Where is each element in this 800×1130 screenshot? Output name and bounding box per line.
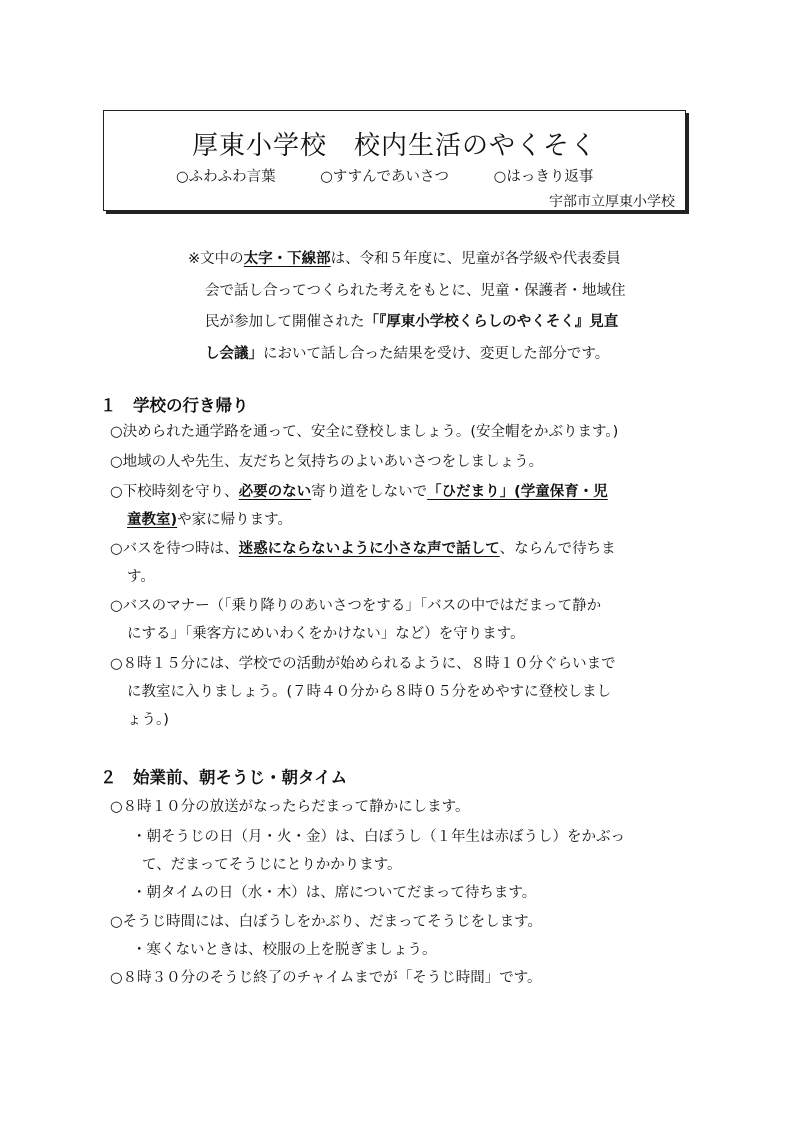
list-item	[110, 480, 608, 501]
list-item-continued	[127, 508, 292, 529]
list-item: ○８時１５分には、学校での活動が始められるように、８時１０分ぐらいまで	[110, 656, 616, 672]
page-title: 厚東小学校 校内生活のやくそく	[191, 131, 597, 161]
motto-item: ○すすんであいさつ	[320, 169, 450, 185]
motto-list	[176, 165, 633, 186]
list-item-continued: にする」「乗客方にめいわくをかけない」など）を守ります。	[127, 626, 525, 642]
list-item: ○地域の人や先生、友だちと気持ちのよいあいさつをしましょう。	[110, 454, 544, 470]
sub-item: ・朝そうじの日（月・火・金）は、白ぼうし（１年生は赤ぼうし）をかぶっ	[132, 829, 625, 845]
note-line	[188, 339, 708, 371]
motto-item: ○ふわふわ言葉	[176, 169, 276, 185]
note-text: において話し合った結果を受け、変更した部分です。	[263, 345, 610, 362]
list-item	[110, 537, 616, 558]
note-text: は、令和５年度に、児童が各学級や代表委員	[330, 251, 621, 267]
item-text: 、ならんで待ちま	[499, 541, 616, 557]
item-emphasis: 迷惑にならないように小さな声で話して	[238, 541, 500, 557]
note-emphasis: 「『厚東小学校くらしのやくそく』見直	[364, 314, 619, 330]
item-text: や家に帰ります。	[177, 512, 292, 528]
item-text: 寄り道をしないで	[311, 484, 428, 500]
list-item: ○そうじ時間には、白ぼうしをかぶり、だまってそうじをします。	[110, 914, 542, 930]
note-line: 会で話し合ってつくられた考えをもとに、児童・保護者・地域住	[205, 282, 626, 299]
list-item: ○バスのマナー（「乗り降りのあいさつをする」「バスの中ではだまって静か	[110, 598, 602, 614]
note-emphasis: し会議」	[205, 345, 263, 362]
school-name: 宇部市立厚東小学校	[549, 194, 675, 210]
item-emphasis: 童教室)	[127, 512, 178, 528]
sub-item-continued: て、だまってそうじにとりかかります。	[142, 857, 402, 873]
note-text: 民が参加して開催された	[205, 314, 365, 330]
list-item: ○８時３０分のそうじ終了のチャイムまでが「そうじ時間」です。	[110, 970, 542, 986]
section-heading: ２ 始業前、朝そうじ・朝タイム	[100, 768, 348, 787]
list-item-continued: に教室に入りましょう。(７時４０分から８時０５分をめやすに登校しまし	[127, 684, 612, 700]
list-item: ○決められた通学路を通って、安全に登校しましょう。(安全帽をかぶります。)	[110, 424, 619, 440]
item-text: ○バスを待つ時は、	[110, 541, 239, 557]
item-text: ○下校時刻を守り、	[110, 484, 239, 500]
sub-item: ・寒くないときは、校服の上を脱ぎましょう。	[132, 942, 437, 958]
motto-item: ○はっきり返事	[493, 169, 594, 185]
note-line	[188, 244, 708, 276]
list-item-continued: す。	[127, 569, 155, 585]
note-emphasis: 太字・下線部	[243, 251, 331, 267]
section-heading: １ 学校の行き帰り	[100, 396, 249, 415]
note-text: ※文中の	[188, 251, 244, 267]
revision-note	[188, 244, 708, 370]
list-item: ○８時１０分の放送がなったらだまって静かにします。	[110, 799, 470, 815]
item-emphasis: 必要のない	[238, 484, 312, 500]
sub-item: ・朝タイムの日（水・木）は、席についてだまって待ちます。	[132, 885, 537, 901]
note-line	[188, 307, 708, 339]
title-box	[103, 110, 686, 211]
list-item-continued: ょう。)	[127, 712, 169, 728]
item-emphasis: 「ひだまり」(学童保育・児	[427, 484, 608, 500]
